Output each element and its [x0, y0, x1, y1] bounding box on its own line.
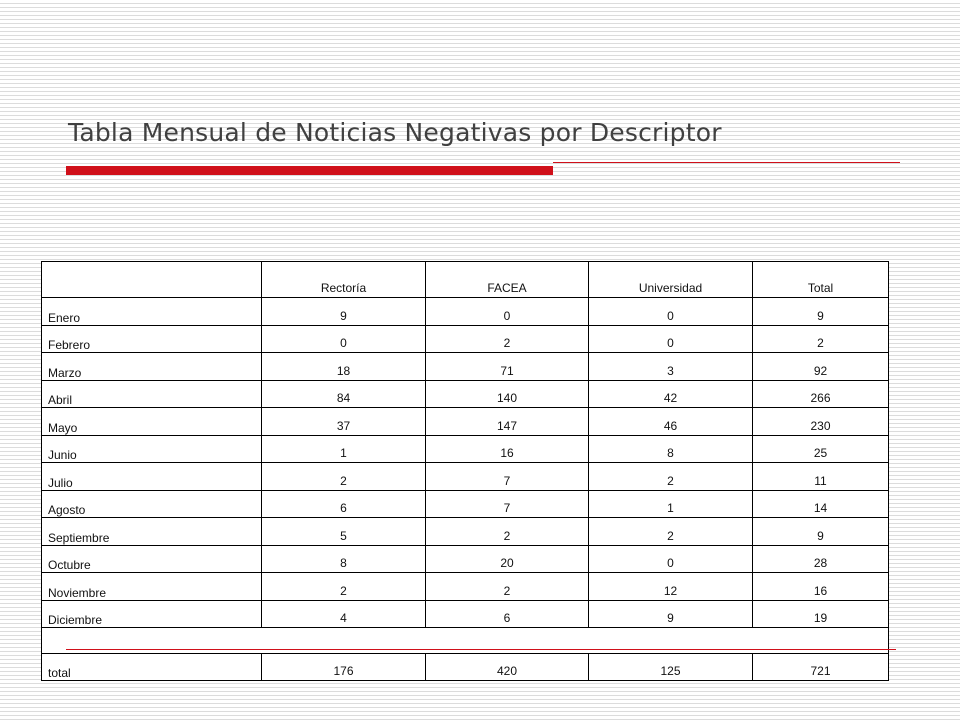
header-cell-corner: [42, 262, 262, 298]
value-cell: 0: [589, 325, 753, 353]
month-cell: Septiembre: [42, 518, 262, 546]
value-cell: 46: [589, 408, 753, 436]
value-cell: 9: [262, 298, 426, 326]
total-row: [42, 653, 889, 681]
value-cell: 71: [426, 353, 589, 381]
header-cell-facea: FACEA: [426, 262, 589, 298]
month-cell: Noviembre: [42, 573, 262, 601]
value-cell: 37: [262, 408, 426, 436]
value-cell: 6: [426, 600, 589, 628]
news-data-table: [41, 261, 889, 681]
value-cell: 20: [426, 545, 589, 573]
value-cell: 7: [426, 463, 589, 491]
value-cell: 16: [753, 573, 889, 601]
value-cell: 2: [262, 463, 426, 491]
month-cell: Julio: [42, 463, 262, 491]
total-label-cell: total: [42, 653, 262, 681]
total-value-cell: 721: [753, 653, 889, 681]
value-cell: 2: [262, 573, 426, 601]
month-cell: Junio: [42, 435, 262, 463]
table-row: [42, 298, 889, 326]
value-cell: 12: [589, 573, 753, 601]
value-cell: 0: [589, 298, 753, 326]
header-cell-rectoria: Rectoría: [262, 262, 426, 298]
table-row: [42, 600, 889, 628]
total-value-cell: 420: [426, 653, 589, 681]
value-cell: 11: [753, 463, 889, 491]
month-cell: Enero: [42, 298, 262, 326]
value-cell: 4: [262, 600, 426, 628]
month-cell: Octubre: [42, 545, 262, 573]
value-cell: 16: [426, 435, 589, 463]
value-cell: 0: [426, 298, 589, 326]
value-cell: 42: [589, 380, 753, 408]
value-cell: 8: [262, 545, 426, 573]
value-cell: 147: [426, 408, 589, 436]
table-row: [42, 518, 889, 546]
table-row: [42, 490, 889, 518]
value-cell: 2: [426, 325, 589, 353]
value-cell: 2: [589, 518, 753, 546]
total-value-cell: 125: [589, 653, 753, 681]
month-cell: Agosto: [42, 490, 262, 518]
value-cell: 7: [426, 490, 589, 518]
value-cell: 2: [589, 463, 753, 491]
value-cell: 25: [753, 435, 889, 463]
value-cell: 8: [589, 435, 753, 463]
month-cell: Mayo: [42, 408, 262, 436]
table-row: [42, 380, 889, 408]
value-cell: 0: [589, 545, 753, 573]
value-cell: 9: [753, 518, 889, 546]
table-row: [42, 573, 889, 601]
table-row: [42, 463, 889, 491]
value-cell: 0: [262, 325, 426, 353]
value-cell: 14: [753, 490, 889, 518]
value-cell: 6: [262, 490, 426, 518]
header-cell-universidad: Universidad: [589, 262, 753, 298]
value-cell: 9: [753, 298, 889, 326]
slide-title: Tabla Mensual de Noticias Negativas por Descriptor: [68, 118, 722, 147]
month-cell: Abril: [42, 380, 262, 408]
table-row: [42, 435, 889, 463]
value-cell: 2: [426, 518, 589, 546]
table-header-row: [42, 262, 889, 298]
table-row: [42, 408, 889, 436]
table-row: [42, 325, 889, 353]
table-row: [42, 353, 889, 381]
month-cell: Marzo: [42, 353, 262, 381]
title-underline-bar: [66, 166, 553, 175]
value-cell: 2: [426, 573, 589, 601]
value-cell: 230: [753, 408, 889, 436]
value-cell: 2: [753, 325, 889, 353]
month-cell: Diciembre: [42, 600, 262, 628]
value-cell: 140: [426, 380, 589, 408]
value-cell: 84: [262, 380, 426, 408]
month-cell: Febrero: [42, 325, 262, 353]
value-cell: 19: [753, 600, 889, 628]
value-cell: 9: [589, 600, 753, 628]
header-cell-total: Total: [753, 262, 889, 298]
value-cell: 266: [753, 380, 889, 408]
value-cell: 18: [262, 353, 426, 381]
table-row: [42, 545, 889, 573]
value-cell: 1: [262, 435, 426, 463]
total-value-cell: 176: [262, 653, 426, 681]
value-cell: 5: [262, 518, 426, 546]
value-cell: 92: [753, 353, 889, 381]
value-cell: 3: [589, 353, 753, 381]
value-cell: 28: [753, 545, 889, 573]
value-cell: 1: [589, 490, 753, 518]
total-row-underline: [66, 649, 896, 650]
title-underline-thin: [553, 162, 900, 163]
